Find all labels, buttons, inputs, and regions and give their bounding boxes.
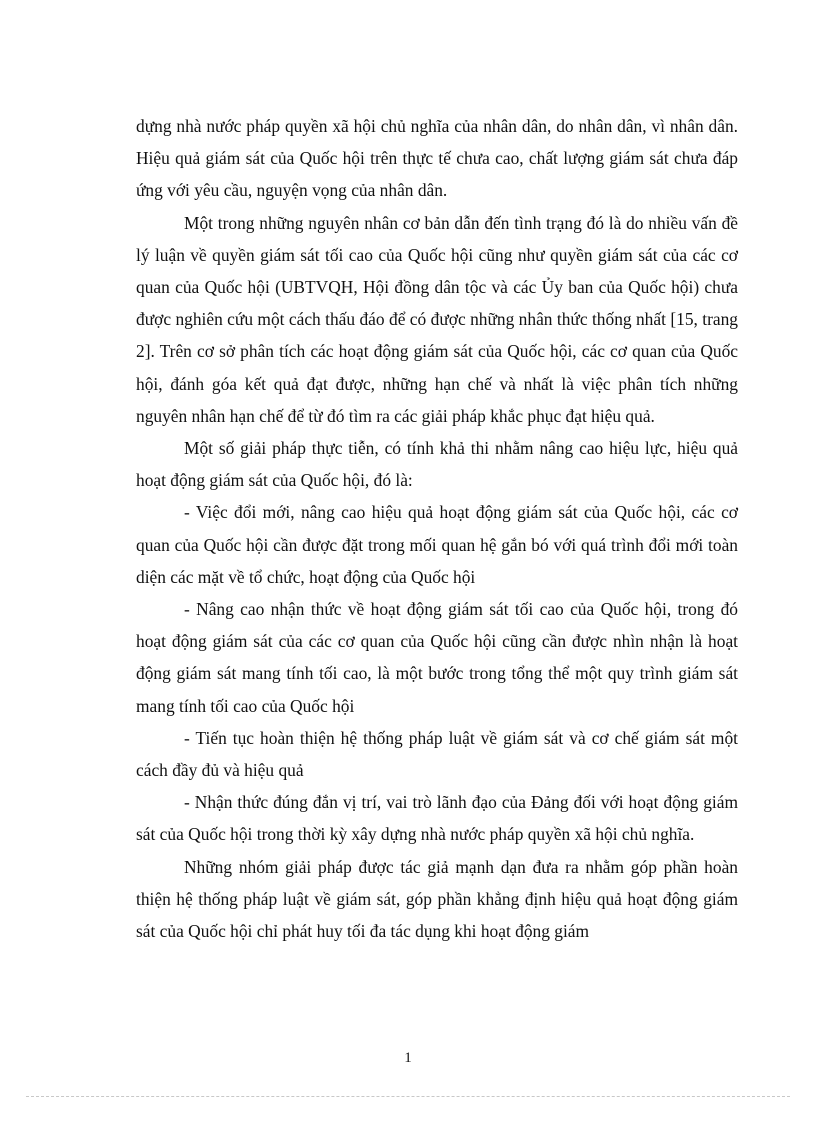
paragraph-causes: Một trong những nguyên nhân cơ bản dẫn đến tình trạng đó là do nhiều vấn đề lý luận về quyền giám sát tối cao của Quốc hội cũng như quyền giám sát của các cơ quan của Quốc hội (UBTVQH, Hội đồng dân tộc và các Ủy ban của Quốc hội) chưa được nghiên cứu một cách thấu đáo để có được những nhân thức thống nhất [15, trang 2]. Trên cơ sở phân tích các hoạt động giám sát của Quốc hội, các cơ quan của Quốc hội, đánh góa kết quả đạt được, những hạn chế và nhất là việc phân tích những nguyên nhân hạn chế để từ đó tìm ra các giải pháp khắc phục đạt hiệu quả. xyxy=(136,212,738,426)
body-text xyxy=(136,110,738,947)
paragraph-continuation: dựng nhà nước pháp quyền xã hội chủ nghĩa của nhân dân, do nhân dân, vì nhân dân. Hiệu quả giám sát của Quốc hội trên thực tế chưa cao, chất lượng giám sát chưa đáp ứng với yêu cầu, nguyện vọng của nhân dân. xyxy=(136,116,738,201)
list-item-solution-2: - Nâng cao nhận thức về hoạt động giám sát tối cao của Quốc hội, trong đó hoạt động giám sát của các cơ quan của Quốc hội cũng cần được nhìn nhận là hoạt động giám sát mang tính tối cao, là một bước trong tổng thể một quy trình giám sát mang tính tối cao của Quốc hội xyxy=(136,599,738,716)
paragraph-solutions-intro: Một số giải pháp thực tiễn, có tính khả thi nhằm nâng cao hiệu lực, hiệu quả hoạt động giám sát của Quốc hội, đó là: xyxy=(136,438,738,491)
paragraph-conclusion: Những nhóm giải pháp được tác giả mạnh dạn đưa ra nhằm góp phần hoàn thiện hệ thống pháp luật về giám sát, góp phần khẳng định hiệu quả hoạt động giám sát của Quốc hội chỉ phát huy tối đa tác dụng khi hoạt động giám xyxy=(136,856,738,942)
page-number: 1 xyxy=(404,1050,412,1066)
list-item-solution-3: - Tiến tục hoàn thiện hệ thống pháp luật về giám sát và cơ chế giám sát một cách đầy đủ và hiệu quả xyxy=(136,727,738,781)
list-item-solution-4: - Nhận thức đúng đắn vị trí, vai trò lãnh đạo của Đảng đối với hoạt động giám sát của Quốc hội trong thời kỳ xây dựng nhà nước pháp quyền xã hội chủ nghĩa. xyxy=(136,792,738,845)
list-item-solution-1: - Việc đổi mới, nâng cao hiệu quả hoạt động giám sát của Quốc hội, các cơ quan của Quốc hội cần được đặt trong mối quan hệ gắn bó với quá trình đổi mới toàn diện các mặt về tổ chức, hoạt động của Quốc hội xyxy=(136,502,738,587)
page-bottom-border xyxy=(26,1096,790,1097)
